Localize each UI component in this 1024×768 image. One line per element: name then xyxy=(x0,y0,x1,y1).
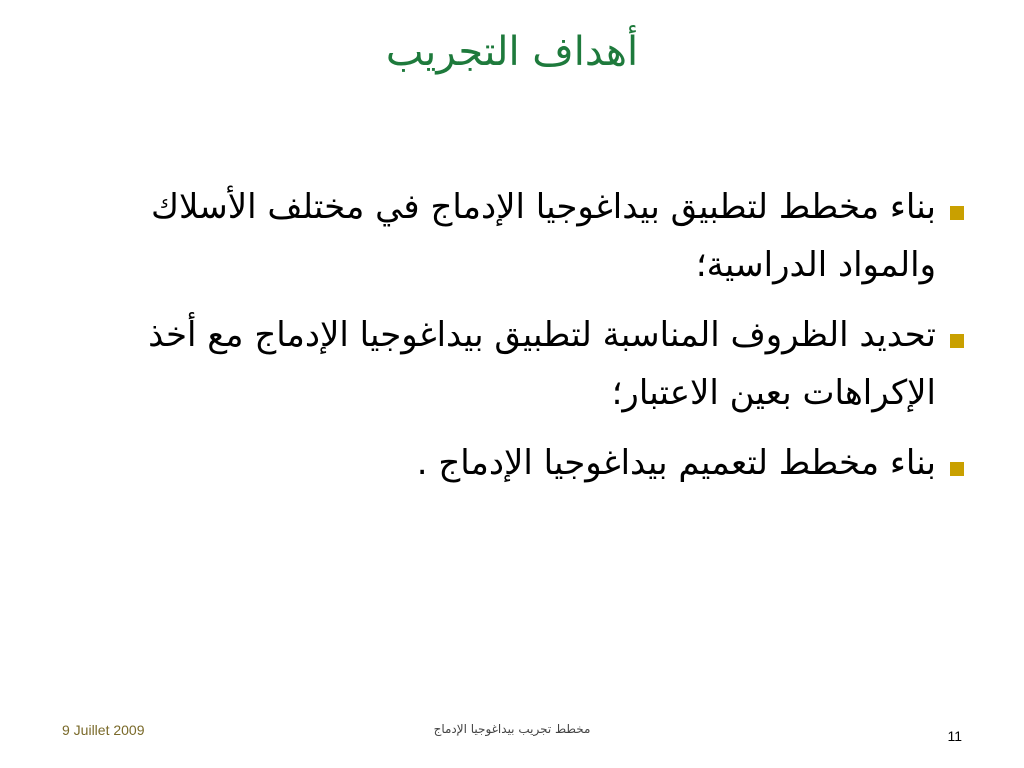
square-bullet-icon xyxy=(950,334,964,348)
page-number: 11 xyxy=(947,728,962,744)
square-bullet-icon xyxy=(950,206,964,220)
footer-date: 9 Juillet 2009 xyxy=(62,722,145,738)
bullet-list xyxy=(64,178,964,504)
bullet-item xyxy=(64,178,964,294)
bullet-item xyxy=(64,306,964,422)
bullet-text: بناء مخطط لتطبيق بيداغوجيا الإدماج في مختلف الأسلاك والمواد الدراسية؛ xyxy=(150,187,936,285)
square-bullet-icon xyxy=(950,462,964,476)
bullet-item xyxy=(64,434,964,492)
bullet-text: بناء مخطط لتعميم بيداغوجيا الإدماج . xyxy=(416,443,936,483)
footer-title: مخطط تجريب بيداغوجيا الإدماج xyxy=(433,722,591,736)
bullet-text: تحديد الظروف المناسبة لتطبيق بيداغوجيا الإدماج مع أخذ الإكراهات بعين الاعتبار؛ xyxy=(148,315,936,413)
slide-title: أهداف التجريب xyxy=(385,29,639,75)
